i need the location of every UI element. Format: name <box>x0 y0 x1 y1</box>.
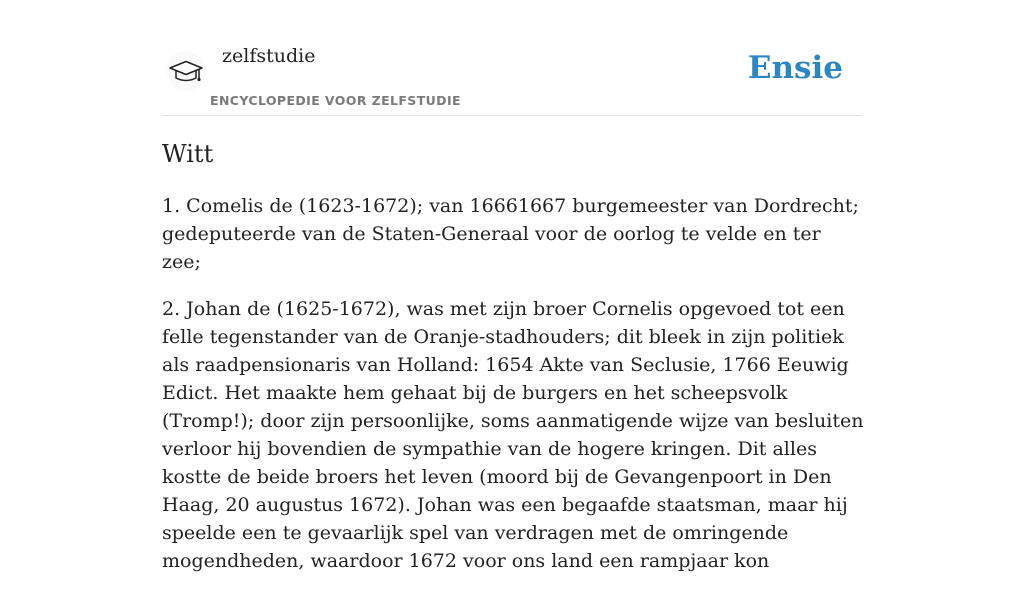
article-title: Witt <box>162 140 214 168</box>
brand-logo-link[interactable]: Ensie <box>747 50 843 86</box>
site-header <box>162 0 862 116</box>
site-name[interactable]: zelfstudie <box>222 45 316 67</box>
article <box>162 137 864 594</box>
article-paragraph: 2. Johan de (1625-1672), was met zijn broer Cornelis opgevoed tot een felle tegenstander van de Oranje-stadhouders; dit bleek in zijn politiek als raadpensionaris van Holland: 1654 Akte van Seclusie, 1766 Eeuwig Edict. Het maakte hem gehaat bij de burgers en het scheepsvolk (Tromp!); door zijn persoonlijke, soms aanmatigende wijze van besluiten verloor hij bovendien de sympathie van de hogere kringen. Dit alles kostte de beide broers het leven (moord bij de Gevangenpoort in Den Haag, 20 augustus 1672). Johan was een begaafde staatsman, maar hij speelde een te gevaarlijk spel van verdragen met de omringende mogendheden, waardoor 1672 voor ons land een rampjaar kon <box>162 298 864 572</box>
graduation-cap-icon[interactable] <box>166 51 206 91</box>
article-paragraph: 1. Comelis de (1623-1672); van 16661667 burgemeester van Dordrecht; gedeputeerde van de Staten-Generaal voor de oorlog te velde en ter zee; <box>162 195 859 273</box>
site-tagline: ENCYCLOPEDIE VOOR ZELFSTUDIE <box>210 93 461 108</box>
